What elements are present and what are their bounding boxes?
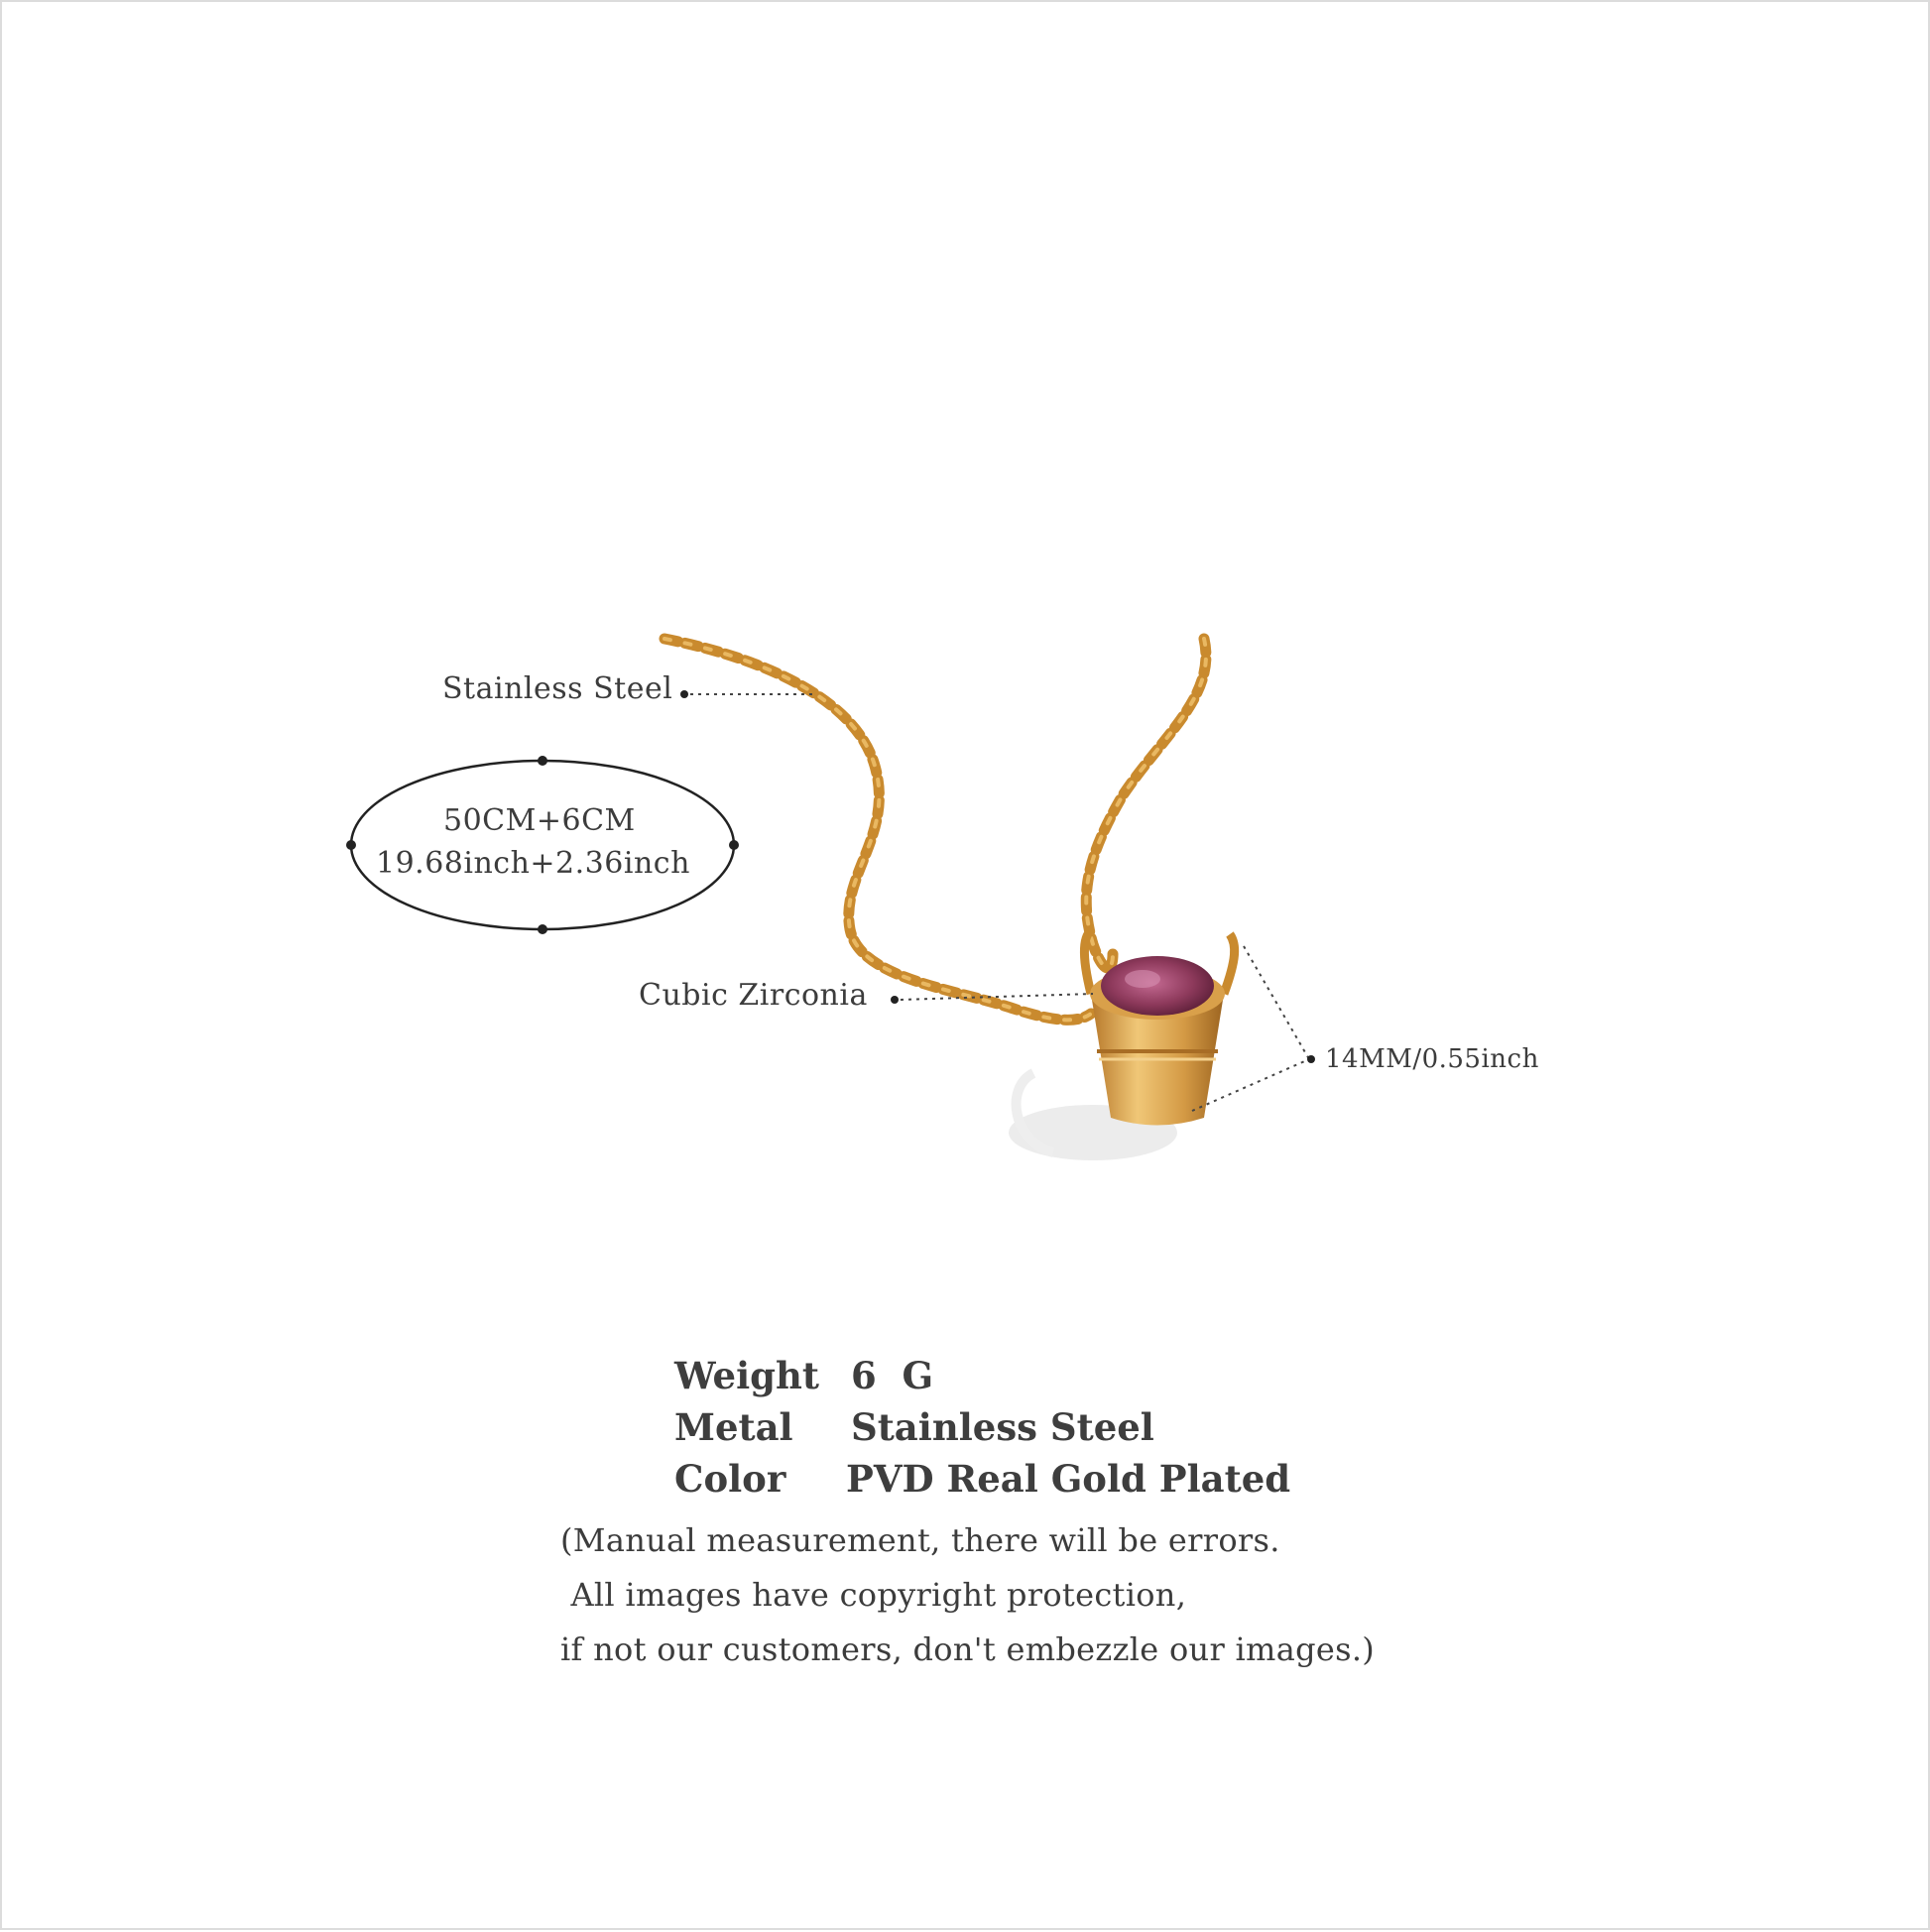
chain-material-label: Stainless Steel [442, 671, 673, 706]
spec-weight-label: Weight [674, 1354, 819, 1397]
note-line-3: if not our customers, don't embezzle our images.) [560, 1630, 1376, 1668]
spec-color-value: PVD Real Gold Plated [846, 1457, 1291, 1501]
pendant-size-label: 14MM/0.55inch [1325, 1044, 1539, 1074]
gem-stone [1101, 956, 1214, 1016]
chain-right [1086, 639, 1206, 968]
note-line-2: All images have copyright protection, [560, 1576, 1187, 1614]
spec-color-label: Color [674, 1457, 786, 1501]
spec-metal-label: Metal [674, 1405, 793, 1449]
stone-label: Cubic Zirconia [639, 978, 868, 1013]
note-line-1: (Manual measurement, there will be errors. [560, 1521, 1280, 1559]
length-ellipse [351, 761, 734, 929]
spec-metal-value: Stainless Steel [851, 1405, 1154, 1449]
length-cm-label: 50CM+6CM [443, 803, 636, 838]
spec-weight-value: 6 G [851, 1354, 934, 1397]
chain-left [664, 639, 1091, 1020]
length-inch-label: 19.68inch+2.36inch [376, 846, 690, 881]
